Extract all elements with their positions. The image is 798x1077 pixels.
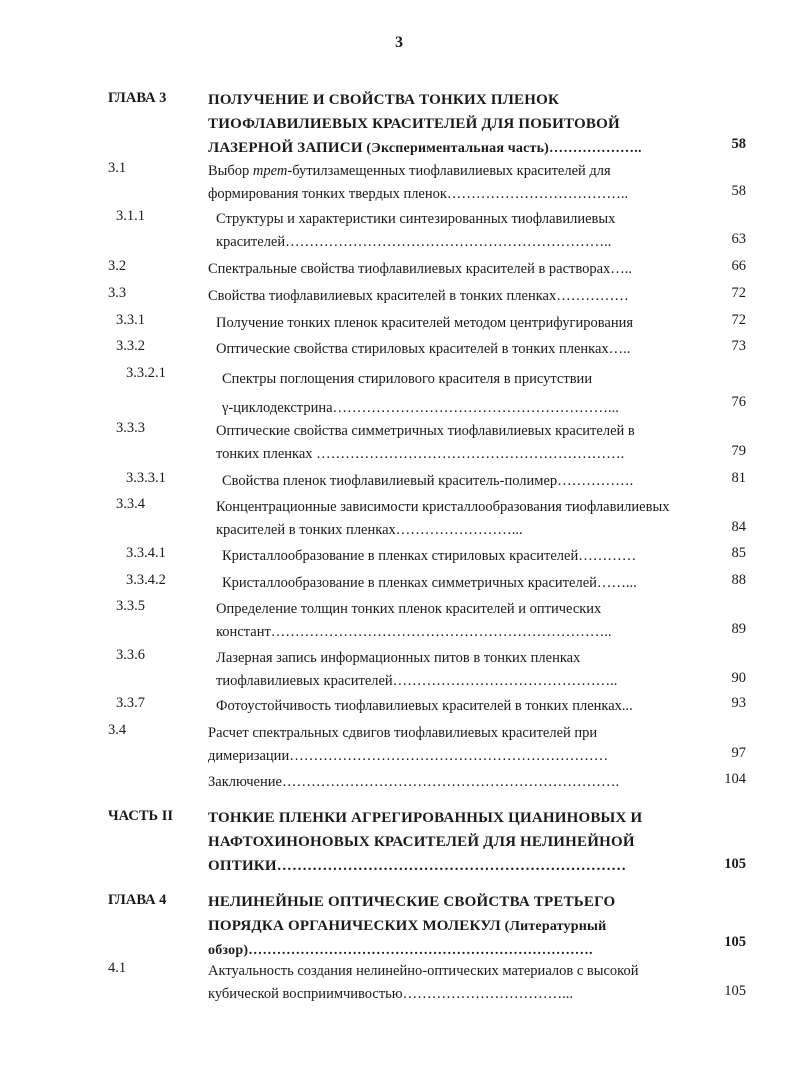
toc-entry-number: 3.3.3 [116,420,145,436]
toc-entry-number: 3.1.1 [116,208,145,224]
toc-entry-number: 3.3.3.1 [126,470,166,486]
toc-entry-number: 3.3 [108,285,127,301]
toc-entry-number: 3.2 [108,258,127,274]
toc-entry-title: ТОНКИЕ ПЛЕНКИ АГРЕГИРОВАННЫХ ЦИАНИНОВЫХ И НАФТОХИНОНОВЫХ КРАСИТЕЛЕЙ ДЛЯ НЕЛИНЕЙНОЙ ОПТИКИ…………………………………………………………… [208,810,643,874]
toc-entry-page: 104 [724,771,746,787]
toc-entry-title: Заключение……………………………………………………………. [208,774,620,790]
toc-entry-page: 58 [731,136,746,152]
toc-entry-title: Спектры поглощения стирилового красителя в присутствии γ-циклодекстрина…………………………………………………... [222,371,619,416]
toc-entry-title: Оптические свойства симметричных тиофлавилиевых красителей в тонких пленках ………………………………………………………. [216,423,635,462]
toc-entry-title: Выбор трет-бутилзамещенных тиофлавилиевых красителей для формирования тонких твердых пленок……………………………….. [208,163,629,202]
toc-entry-number: 3.3.4.2 [126,572,166,588]
toc-entry-number: 3.3.2 [116,338,145,354]
toc-entry-title: Оптические свойства стириловых красителей в тонких пленках….. [216,341,631,357]
toc-entry-number: 3.3.7 [116,695,145,711]
toc-entry-page: 76 [731,394,746,410]
toc-entry-page: 88 [731,572,746,588]
toc-entry-page: 73 [731,338,746,354]
toc-entry-page: 66 [731,258,746,274]
toc-entry-number: 3.3.4.1 [126,545,166,561]
toc-entry-title: Лазерная запись информационных питов в тонких пленках тиофлавилиевых красителей……………………………………….. [216,650,618,689]
toc-entry-page: 97 [731,745,746,761]
toc-entry-page: 89 [731,621,746,637]
page-number: 3 [395,34,403,51]
toc-entry-number: 3.3.1 [116,312,145,328]
toc-entry-number: 3.3.2.1 [126,365,166,381]
toc-entry-number: 3.3.6 [116,647,145,663]
toc-entry-page: 58 [731,183,746,199]
toc-entry-title: Свойства пленок тиофлавилиевый краситель-полимер……………. [222,473,634,489]
toc-entry-number: ЧАСТЬ II [108,808,174,824]
toc-entry-title: Получение тонких пленок красителей методом центрифугирования [216,315,634,331]
toc-entry-page: 72 [731,312,746,328]
toc-entry-number: 3.1 [108,160,127,176]
toc-entry-number: ГЛАВА 4 [108,892,167,908]
toc-entry-title: ПОЛУЧЕНИЕ И СВОЙСТВА ТОНКИХ ПЛЕНОК ТИОФЛАВИЛИЕВЫХ КРАСИТЕЛЕЙ ДЛЯ ПОБИТОВОЙ ЛАЗЕРНОЙ ЗАПИСИ (Экспериментальная часть)……………….. [208,92,642,156]
toc-entry-title: Фотоустойчивость тиофлавилиевых красителей в тонких пленках... [216,698,633,714]
toc-entry-number: 3.4 [108,722,127,738]
toc-entry-page: 81 [731,470,746,486]
toc-entry-title: Концентрационные зависимости кристаллообразования тиофлавилиевых красителей в тонких пленках……………………... [216,499,670,538]
toc-entry-page: 93 [731,695,746,711]
toc-entry-number: ГЛАВА 3 [108,90,167,106]
toc-entry-title: Актуальность создания нелинейно-оптических материалов с высокой кубической восприимчивостью……………………………... [208,963,639,1002]
toc-entry-title: Свойства тиофлавилиевых красителей в тонких пленках…………… [208,288,629,304]
toc-entry-number: 3.3.4 [116,496,145,512]
toc-entry-number: 3.3.5 [116,598,145,614]
toc-entry-title: Структуры и характеристики синтезированных тиофлавилиевых красителей………………………………………………………….. [216,211,616,250]
toc-entry-title: Кристаллообразование в пленках симметричных красителей……... [222,575,637,591]
toc-entry-page: 105 [724,856,746,872]
toc-entry-title: Определение толщин тонких пленок красителей и оптических констант…………………………………………………………….. [216,601,612,640]
toc-entry-title: Расчет спектральных сдвигов тиофлавилиевых красителей при димеризации………………………………………………………… [208,725,609,764]
toc-entry-page: 105 [724,983,746,999]
toc-entry-page: 84 [731,519,746,535]
toc-entry-page: 90 [731,670,746,686]
toc-entry-title: Кристаллообразование в пленках стириловых красителей………… [222,548,637,564]
toc-entry-page: 105 [724,934,746,950]
toc-entry-page: 63 [731,231,746,247]
toc-entry-title: НЕЛИНЕЙНЫЕ ОПТИЧЕСКИЕ СВОЙСТВА ТРЕТЬЕГО ПОРЯДКА ОРГАНИЧЕСКИХ МОЛЕКУЛ (Литературный обзор)………………………………………………………………. [208,894,616,958]
toc-entry-page: 72 [731,285,746,301]
toc-entry-page: 85 [731,545,746,561]
toc-entry-title: Спектральные свойства тиофлавилиевых красителей в растворах….. [208,261,633,277]
toc-entry-page: 79 [731,443,746,459]
toc-entry-number: 4.1 [108,960,127,976]
